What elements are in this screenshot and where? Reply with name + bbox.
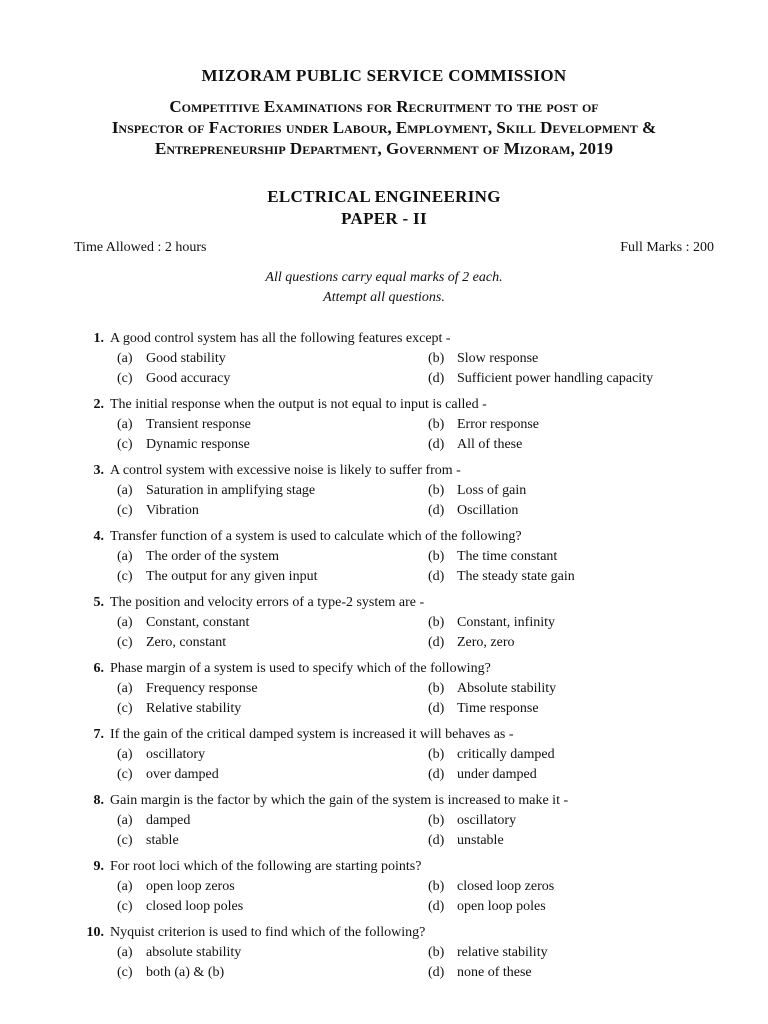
- paper-title: PAPER - II: [341, 209, 427, 228]
- option-label: (d): [428, 569, 445, 584]
- option-text: open loop poles: [457, 899, 546, 914]
- question-text: For root loci which of the following are starting points?: [110, 859, 422, 874]
- option-label: (c): [117, 767, 133, 782]
- question-text: The initial response when the output is not equal to input is called -: [110, 397, 487, 412]
- option-label: (b): [428, 747, 445, 762]
- answer-option: [117, 877, 235, 897]
- answer-option: [428, 811, 516, 831]
- answer-option: [117, 963, 224, 983]
- option-text: Time response: [457, 701, 539, 716]
- answer-option: [428, 963, 532, 983]
- option-label: (c): [117, 965, 133, 980]
- option-text: Vibration: [146, 503, 199, 518]
- question-number: 3.: [93, 463, 104, 478]
- question-text: Gain margin is the factor by which the gain of the system is increased to make it -: [110, 793, 569, 808]
- option-label: (b): [428, 549, 445, 564]
- option-label: (b): [428, 681, 445, 696]
- question-line: [0, 725, 768, 745]
- option-text: absolute stability: [146, 945, 242, 960]
- question-line: [0, 329, 768, 349]
- option-label: (d): [428, 701, 445, 716]
- option-label: (c): [117, 899, 133, 914]
- option-row: [0, 415, 768, 435]
- option-label: (a): [117, 747, 133, 762]
- answer-option: [117, 501, 199, 521]
- option-label: (d): [428, 371, 445, 386]
- question-number: 10.: [86, 925, 104, 940]
- option-label: (b): [428, 879, 445, 894]
- question-text: A control system with excessive noise is likely to suffer from -: [110, 463, 461, 478]
- question-line: [0, 923, 768, 943]
- question-number: 7.: [93, 727, 104, 742]
- option-text: oscillatory: [457, 813, 517, 828]
- answer-option: [117, 369, 230, 389]
- instruction-line-2: Attempt all questions.: [323, 290, 445, 305]
- option-label: (b): [428, 483, 445, 498]
- question-item: [0, 923, 768, 983]
- option-text: The output for any given input: [146, 569, 318, 584]
- option-row: [0, 481, 768, 501]
- option-label: (c): [117, 437, 133, 452]
- answer-option: [117, 349, 226, 369]
- option-label: (a): [117, 417, 133, 432]
- answer-option: [117, 679, 258, 699]
- instruction-line-1: All questions carry equal marks of 2 each.: [265, 270, 503, 285]
- answer-option: [428, 501, 518, 521]
- option-label: (a): [117, 483, 133, 498]
- question-text: Nyquist criterion is used to find which of the following?: [110, 925, 426, 940]
- option-text: open loop zeros: [146, 879, 235, 894]
- answer-option: [117, 811, 190, 831]
- option-row: [0, 831, 768, 851]
- answer-option: [428, 547, 557, 567]
- answer-option: [117, 699, 241, 719]
- question-item: [0, 659, 768, 719]
- option-text: Sufficient power handling capacity: [457, 371, 654, 386]
- option-label: (a): [117, 945, 133, 960]
- option-text: relative stability: [457, 945, 548, 960]
- question-number: 4.: [93, 529, 104, 544]
- option-label: (d): [428, 965, 445, 980]
- question-line: [0, 527, 768, 547]
- answer-option: [428, 435, 522, 455]
- answer-option: [428, 349, 538, 369]
- option-row: [0, 547, 768, 567]
- question-list: [0, 329, 768, 989]
- option-text: Saturation in amplifying stage: [146, 483, 316, 498]
- option-text: both (a) & (b): [146, 965, 225, 980]
- answer-option: [428, 765, 537, 785]
- answer-option: [117, 765, 219, 785]
- option-text: All of these: [457, 437, 523, 452]
- option-text: Frequency response: [146, 681, 258, 696]
- option-label: (c): [117, 503, 133, 518]
- question-item: [0, 593, 768, 653]
- option-text: Good accuracy: [146, 371, 231, 386]
- option-text: critically damped: [457, 747, 555, 762]
- option-text: The time constant: [457, 549, 558, 564]
- question-text: The position and velocity errors of a type-2 system are -: [110, 595, 425, 610]
- exam-title-line-3: Entrepreneurship Department, Government of Mizoram, 2019: [154, 139, 613, 158]
- option-text: Relative stability: [146, 701, 242, 716]
- answer-option: [428, 831, 504, 851]
- option-label: (c): [117, 635, 133, 650]
- option-row: [0, 633, 768, 653]
- answer-option: [428, 699, 539, 719]
- option-row: [0, 811, 768, 831]
- option-row: [0, 679, 768, 699]
- answer-option: [428, 567, 575, 587]
- question-number: 9.: [93, 859, 104, 874]
- question-number: 5.: [93, 595, 104, 610]
- option-text: Oscillation: [457, 503, 519, 518]
- answer-option: [117, 415, 251, 435]
- option-row: [0, 765, 768, 785]
- exam-title-line-2: Inspector of Factories under Labour, Employment, Skill Development &: [111, 118, 657, 137]
- question-item: [0, 725, 768, 785]
- question-item: [0, 395, 768, 455]
- subject-title: ELCTRICAL ENGINEERING: [267, 187, 501, 206]
- answer-option: [428, 745, 555, 765]
- exam-meta: [74, 240, 714, 256]
- answer-option: [428, 369, 653, 389]
- option-text: Error response: [457, 417, 540, 432]
- question-line: [0, 791, 768, 811]
- option-label: (a): [117, 813, 133, 828]
- option-label: (a): [117, 549, 133, 564]
- question-text: If the gain of the critical damped system is increased it will behaves as -: [110, 727, 514, 742]
- question-text: Phase margin of a system is used to specify which of the following?: [110, 661, 491, 676]
- answer-option: [428, 481, 526, 501]
- option-row: [0, 349, 768, 369]
- organization-title: MIZORAM PUBLIC SERVICE COMMISSION: [201, 66, 567, 85]
- option-row: [0, 501, 768, 521]
- question-number: 6.: [93, 661, 104, 676]
- option-label: (b): [428, 417, 445, 432]
- option-text: oscillatory: [146, 747, 206, 762]
- option-row: [0, 745, 768, 765]
- option-label: (b): [428, 351, 445, 366]
- option-text: over damped: [146, 767, 219, 782]
- option-label: (b): [428, 615, 445, 630]
- option-text: damped: [146, 813, 191, 828]
- answer-option: [428, 679, 556, 699]
- question-number: 2.: [93, 397, 104, 412]
- answer-option: [117, 613, 249, 633]
- option-label: (c): [117, 701, 133, 716]
- option-label: (d): [428, 899, 445, 914]
- option-text: Slow response: [457, 351, 539, 366]
- question-text: A good control system has all the following features except -: [110, 331, 451, 346]
- option-text: The steady state gain: [457, 569, 575, 584]
- option-row: [0, 699, 768, 719]
- option-text: Good stability: [146, 351, 226, 366]
- option-text: none of these: [457, 965, 532, 980]
- answer-option: [117, 435, 250, 455]
- option-text: closed loop poles: [146, 899, 244, 914]
- question-line: [0, 857, 768, 877]
- question-text: Transfer function of a system is used to calculate which of the following?: [110, 529, 522, 544]
- question-item: [0, 857, 768, 917]
- option-text: The order of the system: [146, 549, 279, 564]
- question-line: [0, 593, 768, 613]
- answer-option: [117, 897, 243, 917]
- question-item: [0, 329, 768, 389]
- option-text: Dynamic response: [146, 437, 250, 452]
- option-row: [0, 877, 768, 897]
- option-label: (a): [117, 681, 133, 696]
- subject-block: [0, 186, 768, 230]
- question-number: 1.: [93, 331, 104, 346]
- option-text: Zero, zero: [457, 635, 515, 650]
- option-label: (c): [117, 569, 133, 584]
- option-text: unstable: [457, 833, 504, 848]
- option-row: [0, 613, 768, 633]
- answer-option: [428, 897, 546, 917]
- question-item: [0, 791, 768, 851]
- time-allowed: Time Allowed : 2 hours: [74, 240, 207, 255]
- full-marks: Full Marks : 200: [620, 240, 714, 255]
- option-row: [0, 567, 768, 587]
- answer-option: [428, 415, 539, 435]
- option-text: closed loop zeros: [457, 879, 555, 894]
- answer-option: [428, 633, 515, 653]
- answer-option: [117, 943, 241, 963]
- question-line: [0, 395, 768, 415]
- option-row: [0, 435, 768, 455]
- option-text: Transient response: [146, 417, 251, 432]
- answer-option: [117, 547, 279, 567]
- answer-option: [428, 943, 548, 963]
- option-label: (d): [428, 635, 445, 650]
- answer-option: [117, 831, 179, 851]
- option-label: (d): [428, 767, 445, 782]
- option-label: (b): [428, 813, 445, 828]
- answer-option: [428, 877, 554, 897]
- instructions: [0, 268, 768, 308]
- option-label: (a): [117, 879, 133, 894]
- option-row: [0, 369, 768, 389]
- question-item: [0, 461, 768, 521]
- option-text: under damped: [457, 767, 537, 782]
- option-label: (c): [117, 371, 133, 386]
- option-label: (d): [428, 833, 445, 848]
- option-text: Loss of gain: [457, 483, 527, 498]
- option-label: (d): [428, 437, 445, 452]
- option-row: [0, 963, 768, 983]
- option-row: [0, 943, 768, 963]
- question-line: [0, 461, 768, 481]
- answer-option: [117, 633, 226, 653]
- question-line: [0, 659, 768, 679]
- document-header: [0, 64, 768, 159]
- option-label: (b): [428, 945, 445, 960]
- option-label: (a): [117, 615, 133, 630]
- question-item: [0, 527, 768, 587]
- option-label: (c): [117, 833, 133, 848]
- exam-title-line-1: Competitive Examinations for Recruitment to the post of: [169, 97, 599, 116]
- option-text: stable: [146, 833, 179, 848]
- option-text: Constant, infinity: [457, 615, 555, 630]
- answer-option: [117, 567, 317, 587]
- answer-option: [428, 613, 555, 633]
- option-text: Zero, constant: [146, 635, 227, 650]
- option-text: Constant, constant: [146, 615, 250, 630]
- option-label: (a): [117, 351, 133, 366]
- answer-option: [117, 745, 205, 765]
- option-label: (d): [428, 503, 445, 518]
- option-row: [0, 897, 768, 917]
- question-number: 8.: [93, 793, 104, 808]
- answer-option: [117, 481, 315, 501]
- option-text: Absolute stability: [457, 681, 557, 696]
